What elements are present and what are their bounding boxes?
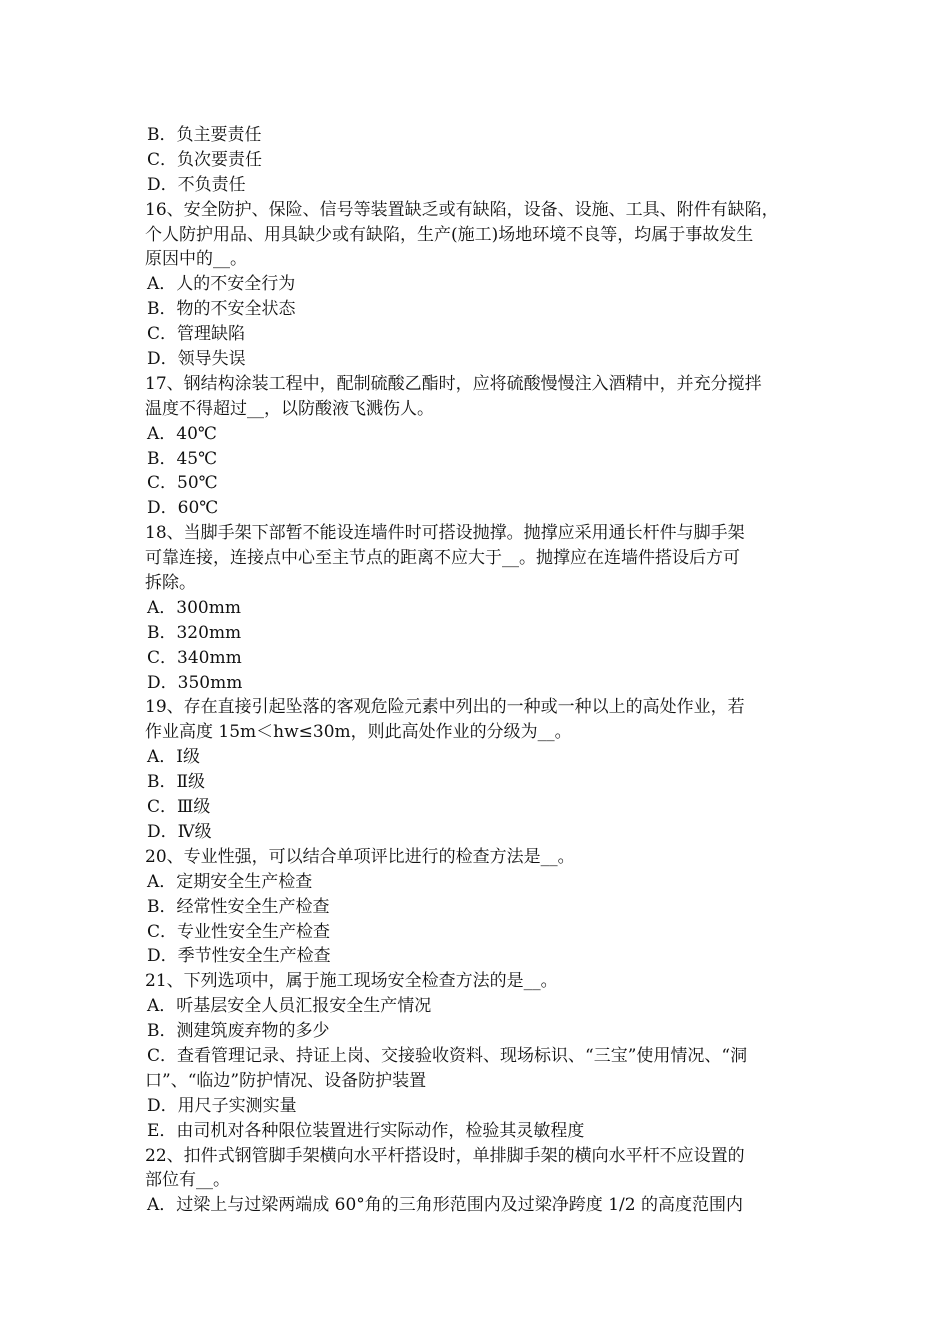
question-text-line: 口”、“临边”防护情况、设备防护装置 [145, 1070, 427, 1091]
answer-option-line: D．用尺子实测实量 [147, 1095, 297, 1116]
answer-option-line: B．物的不安全状态 [147, 299, 296, 320]
answer-option-line: D．Ⅳ级 [147, 821, 212, 842]
answer-option-line: B．Ⅱ级 [147, 772, 206, 793]
answer-option-line: D．季节性安全生产检查 [147, 946, 331, 967]
question-text-line: 部位有__。 [145, 1170, 230, 1191]
question-text-line: 18、当脚手架下部暂不能设连墙件时可搭设抛撑。抛撑应采用通长杆件与脚手架 [145, 523, 745, 544]
answer-option-line: C．管理缺陷 [147, 324, 246, 345]
answer-option-line: A．人的不安全行为 [147, 274, 296, 295]
question-text-line: 16、安全防护、保险、信号等装置缺乏或有缺陷，设备、设施、工具、附件有缺陷， [145, 199, 779, 220]
question-text-block [145, 123, 810, 1218]
answer-option-line: B．负主要责任 [147, 125, 262, 145]
question-text-line: 20、专业性强，可以结合单项评比进行的检查方法是__。 [145, 846, 575, 867]
question-text-line: 个人防护用品、用具缺少或有缺陷，生产(施工)场地环境不良等，均属于事故发生 [145, 224, 754, 245]
question-text-line: 可靠连接，连接点中心至主节点的距离不应大于__。抛撑应在连墙件搭设后方可 [145, 548, 740, 569]
question-text-line: 温度不得超过__，以防酸液飞溅伤人。 [145, 398, 434, 419]
question-text-line: 拆除。 [145, 573, 196, 594]
question-text-line: 21、下列选项中，属于施工现场安全检查方法的是__。 [145, 971, 558, 992]
answer-option-line: A．300mm [147, 597, 241, 618]
answer-option-line: C．50℃ [147, 473, 218, 494]
question-text-line: 17、钢结构涂装工程中，配制硫酸乙酯时，应将硫酸慢慢注入酒精中，并充分搅拌 [145, 373, 762, 394]
question-text-line: 作业高度 15m＜hw≤30m，则此高处作业的分级为__。 [145, 722, 572, 743]
answer-option-line: C．负次要责任 [147, 149, 263, 170]
answer-option-line: A．听基层安全人员汇报安全生产情况 [147, 996, 432, 1017]
answer-option-line: B．45℃ [147, 448, 218, 469]
answer-option-line: C．340mm [147, 647, 242, 668]
answer-option-line: B．320mm [147, 622, 242, 643]
answer-option-line: C．查看管理记录、持证上岗、交接验收资料、现场标识、“三宝”使用情况、“洞 [147, 1045, 748, 1066]
answer-option-line: C．专业性安全生产检查 [147, 921, 331, 942]
answer-option-line: A．过梁上与过梁两端成 60°角的三角形范围内及过梁净跨度 1/2 的高度范围内 [147, 1195, 743, 1216]
answer-option-line: B．测建筑废弃物的多少 [147, 1021, 330, 1042]
answer-option-line: C．Ⅲ级 [147, 797, 211, 818]
question-text-line: 原因中的__。 [145, 249, 247, 270]
answer-option-line: A．40℃ [147, 423, 217, 444]
answer-option-line: D．350mm [147, 672, 243, 693]
question-text-line: 19、存在直接引起坠落的客观危险元素中列出的一种或一种以上的高处作业，若 [145, 697, 745, 718]
answer-option-line: B．经常性安全生产检查 [147, 896, 330, 917]
question-text-line: 22、扣件式钢管脚手架横向水平杆搭设时，单排脚手架的横向水平杆不应设置的 [145, 1145, 745, 1166]
answer-option-line: A．Ⅰ级 [147, 747, 200, 768]
answer-option-line: D．不负责任 [147, 174, 246, 195]
answer-option-line: D．60℃ [147, 498, 219, 519]
answer-option-line: A．定期安全生产检查 [147, 871, 313, 892]
answer-option-line: D．领导失误 [147, 349, 246, 370]
answer-option-line: E．由司机对各种限位装置进行实际动作，检验其灵敏程度 [147, 1120, 585, 1141]
